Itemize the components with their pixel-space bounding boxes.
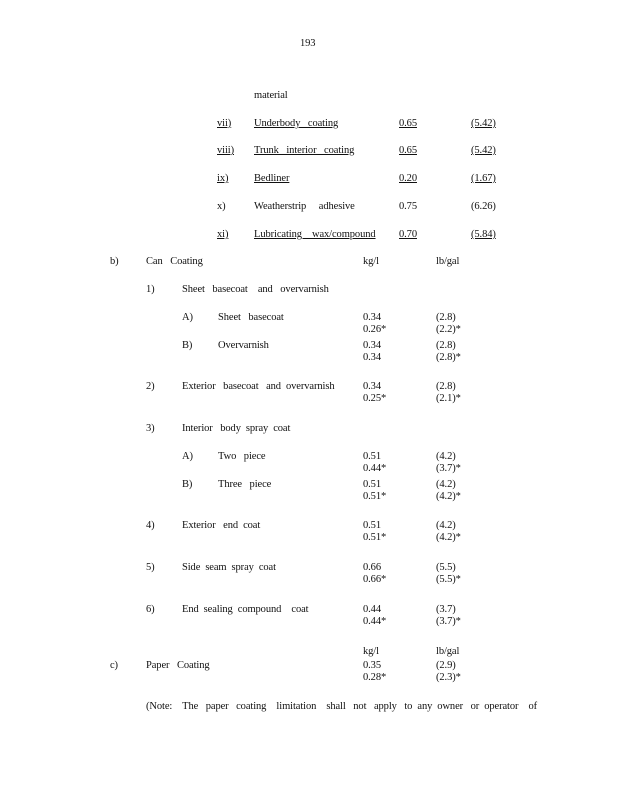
item-4-num: 4) [146,520,155,531]
item-3-num: 3) [146,423,155,434]
item-4-label: Exterior end coat [182,520,261,531]
item-3A-label: Two piece [218,451,266,462]
paper-lb2: (2.3)* [436,672,461,683]
row-ix-label: Bedliner [254,173,290,184]
can-lb-header: lb/gal [436,256,460,267]
item-3B-lb1: (4.2) [436,479,456,490]
item-1-label: Sheet basecoat and overvarnish [182,284,329,295]
item-1B-kg2: 0.34 [363,352,381,363]
item-5-lb2: (5.5)* [436,574,461,585]
section-b-letter: b) [110,256,119,267]
paper-kg-header: kg/l [363,646,379,657]
section-c-title: Paper Coating [146,660,210,671]
paper-kg1: 0.35 [363,660,381,671]
item-3-label: Interior body spray coat [182,423,291,434]
item-4-kg2: 0.51* [363,532,387,543]
can-kg-header: kg/l [363,256,379,267]
item-3B-label: Three piece [218,479,272,490]
section-b-title: Can Coating [146,256,203,267]
item-6-lb1: (3.7) [436,604,456,615]
paper-lb-header: lb/gal [436,646,460,657]
row-viii-num: viii) [217,145,234,156]
row-xi-num: xi) [217,229,229,240]
row-x-label: Weatherstrip adhesive [254,201,355,212]
item-2-kg2: 0.25* [363,393,387,404]
material-label: material [254,90,288,101]
page-number: 193 [300,38,316,49]
item-1B-lb1: (2.8) [436,340,456,351]
row-ix-num: ix) [217,173,229,184]
item-5-num: 5) [146,562,155,573]
paper-kg2: 0.28* [363,672,387,683]
item-3B-num: B) [182,479,193,490]
paper-lb1: (2.9) [436,660,456,671]
row-xi-kg: 0.70 [399,229,417,240]
row-ix-kg: 0.20 [399,173,417,184]
row-xi-label: Lubricating wax/compound [254,229,376,240]
row-viii-kg: 0.65 [399,145,417,156]
item-3A-kg1: 0.51 [363,451,381,462]
item-6-kg1: 0.44 [363,604,381,615]
item-2-label: Exterior basecoat and overvarnish [182,381,335,392]
item-4-lb1: (4.2) [436,520,456,531]
row-vii-kg: 0.65 [399,118,417,129]
item-3A-lb2: (3.7)* [436,463,461,474]
row-x-kg: 0.75 [399,201,417,212]
item-4-lb2: (4.2)* [436,532,461,543]
section-c-letter: c) [110,660,118,671]
row-xi-lb: (5.84) [471,229,496,240]
item-5-kg2: 0.66* [363,574,387,585]
row-ix-lb: (1.67) [471,173,496,184]
row-viii-lb: (5.42) [471,145,496,156]
item-2-lb1: (2.8) [436,381,456,392]
row-viii-label: Trunk interior coating [254,145,355,156]
item-1A-lb2: (2.2)* [436,324,461,335]
item-1B-label: Overvarnish [218,340,269,351]
item-6-label: End sealing compound coat [182,604,309,615]
item-3B-kg1: 0.51 [363,479,381,490]
row-vii-label: Underbody coating [254,118,339,129]
item-1A-lb1: (2.8) [436,312,456,323]
item-1B-num: B) [182,340,193,351]
item-3A-kg2: 0.44* [363,463,387,474]
row-x-num: x) [217,201,226,212]
item-1A-label: Sheet basecoat [218,312,284,323]
item-1B-kg1: 0.34 [363,340,381,351]
item-3A-lb1: (4.2) [436,451,456,462]
item-3A-num: A) [182,451,193,462]
item-6-lb2: (3.7)* [436,616,461,627]
item-1B-lb2: (2.8)* [436,352,461,363]
item-1A-kg2: 0.26* [363,324,387,335]
item-5-kg1: 0.66 [363,562,381,573]
row-x-lb: (6.26) [471,201,496,212]
item-4-kg1: 0.51 [363,520,381,531]
item-2-kg1: 0.34 [363,381,381,392]
item-3B-lb2: (4.2)* [436,491,461,502]
item-2-num: 2) [146,381,155,392]
row-vii-num: vii) [217,118,232,129]
note-text: (Note: The paper coating limitation shall not apply to any owner or operator of [146,701,538,712]
item-6-kg2: 0.44* [363,616,387,627]
item-6-num: 6) [146,604,155,615]
item-1A-num: A) [182,312,193,323]
item-2-lb2: (2.1)* [436,393,461,404]
item-1-num: 1) [146,284,155,295]
item-1A-kg1: 0.34 [363,312,381,323]
row-vii-lb: (5.42) [471,118,496,129]
item-5-lb1: (5.5) [436,562,456,573]
item-5-label: Side seam spray coat [182,562,276,573]
item-3B-kg2: 0.51* [363,491,387,502]
